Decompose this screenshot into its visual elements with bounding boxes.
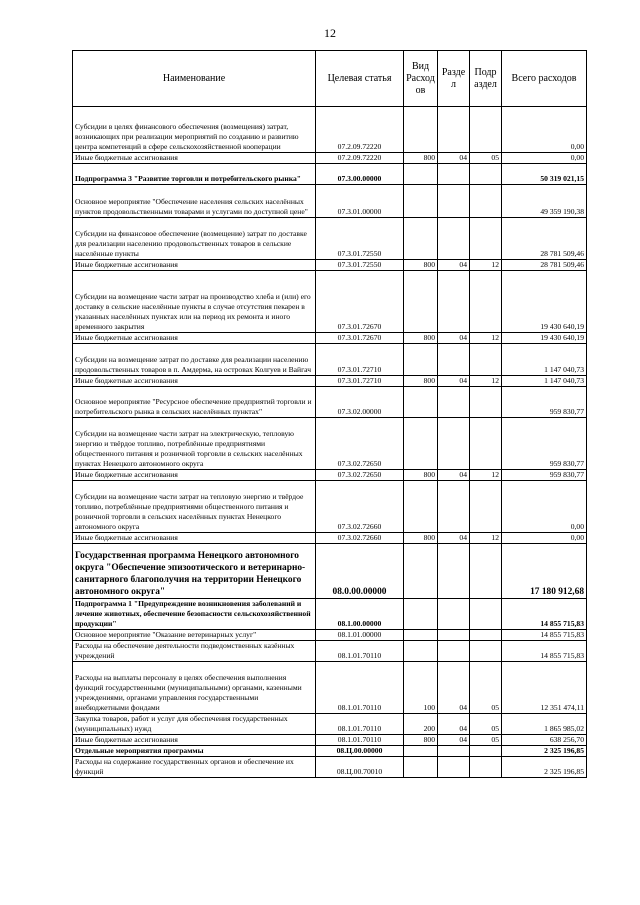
row-total-cell: 638 256,70	[502, 735, 587, 746]
row-kind-cell: 100	[404, 662, 438, 714]
row-section-cell: 04	[438, 735, 470, 746]
header-subsection: Подр аздел	[470, 51, 502, 107]
row-kind-cell: 800	[404, 260, 438, 271]
row-subsection-cell	[470, 599, 502, 630]
row-subsection-cell: 12	[470, 533, 502, 544]
row-subsection-cell: 05	[470, 662, 502, 714]
row-section-cell	[438, 387, 470, 418]
row-section-cell: 04	[438, 376, 470, 387]
table-row	[73, 107, 587, 153]
row-total-cell: 959 830,77	[502, 387, 587, 418]
table-row	[73, 641, 587, 662]
table-row	[73, 735, 587, 746]
row-section-cell	[438, 630, 470, 641]
row-subsection-cell	[470, 107, 502, 153]
row-target-cell: 08.1.00.00000	[316, 599, 404, 630]
row-kind-cell: 800	[404, 153, 438, 164]
row-total-cell: 2 325 196,85	[502, 746, 587, 757]
row-name-cell: Иные бюджетные ассигнования	[73, 333, 316, 344]
table-row	[73, 418, 587, 470]
row-total-cell: 50 319 021,15	[502, 164, 587, 185]
header-name: Наименование	[73, 51, 316, 107]
row-target-cell: 08.Ц.00.00000	[316, 746, 404, 757]
row-target-cell: 08.1.01.70110	[316, 735, 404, 746]
row-name-cell: Подпрограмма 3 "Развитие торговли и потребительского рынка"	[73, 164, 316, 185]
row-kind-cell: 800	[404, 376, 438, 387]
row-target-cell: 07.3.01.72670	[316, 271, 404, 333]
table-row	[73, 376, 587, 387]
row-section-cell	[438, 164, 470, 185]
table-row	[73, 544, 587, 599]
row-name-cell: Закупка товаров, работ и услуг для обеспечения государственных (муниципальных) нужд	[73, 714, 316, 735]
row-subsection-cell: 05	[470, 714, 502, 735]
header-section: Разде л	[438, 51, 470, 107]
table-row	[73, 218, 587, 260]
header-total: Всего расходов	[502, 51, 587, 107]
row-name-cell: Субсидии на возмещение затрат по доставке для реализации населению продовольственных товаров в п. Амдерма, на островах Колгуев и Вайгач	[73, 344, 316, 376]
row-target-cell: 07.3.02.72650	[316, 470, 404, 481]
row-subsection-cell	[470, 746, 502, 757]
table-row	[73, 630, 587, 641]
row-kind-cell	[404, 387, 438, 418]
row-subsection-cell	[470, 757, 502, 778]
row-target-cell: 07.2.09.72220	[316, 153, 404, 164]
table-row	[73, 333, 587, 344]
row-section-cell: 04	[438, 333, 470, 344]
row-total-cell: 19 430 640,19	[502, 271, 587, 333]
row-kind-cell	[404, 599, 438, 630]
row-subsection-cell	[470, 481, 502, 533]
table-row	[73, 662, 587, 714]
row-subsection-cell: 05	[470, 153, 502, 164]
table-row	[73, 344, 587, 376]
row-name-cell: Расходы на содержание государственных органов и обеспечение их функций	[73, 757, 316, 778]
row-subsection-cell: 12	[470, 333, 502, 344]
row-total-cell: 959 830,77	[502, 470, 587, 481]
row-name-cell: Основное мероприятие "Обеспечение населения сельских населённых пунктов продовольственными товарами и услугами по доступной цене"	[73, 185, 316, 218]
row-kind-cell	[404, 418, 438, 470]
row-total-cell: 959 830,77	[502, 418, 587, 470]
row-target-cell: 08.1.01.70110	[316, 662, 404, 714]
row-kind-cell: 800	[404, 735, 438, 746]
row-name-cell: Расходы на выплаты персоналу в целях обеспечения выполнения функций государственными (муниципальными) органами, казенными учреждениями, органами управления государственными внебюджетными фондами	[73, 662, 316, 714]
row-name-cell: Иные бюджетные ассигнования	[73, 376, 316, 387]
header-target: Целевая статья	[316, 51, 404, 107]
row-name-cell: Иные бюджетные ассигнования	[73, 470, 316, 481]
row-kind-cell	[404, 641, 438, 662]
row-subsection-cell: 12	[470, 470, 502, 481]
row-total-cell: 2 325 196,85	[502, 757, 587, 778]
row-total-cell: 19 430 640,19	[502, 333, 587, 344]
row-name-cell: Отдельные мероприятия программы	[73, 746, 316, 757]
row-target-cell: 07.3.01.72710	[316, 376, 404, 387]
row-kind-cell: 200	[404, 714, 438, 735]
row-target-cell: 07.3.01.00000	[316, 185, 404, 218]
row-name-cell: Государственная программа Ненецкого автономного округа "Обеспечение эпизоотического и ветеринарно-санитарного благополучия на территории Ненецкого автономного округа"	[73, 544, 316, 599]
row-section-cell	[438, 418, 470, 470]
row-subsection-cell	[470, 387, 502, 418]
row-kind-cell	[404, 630, 438, 641]
row-subsection-cell	[470, 418, 502, 470]
row-section-cell: 04	[438, 153, 470, 164]
row-name-cell: Субсидии на возмещение части затрат на тепловую энергию и твёрдое топливо, потреблённые предприятиями общественного питания и розничной торговли в сельских населённых пунктах Ненецкого автономного округа	[73, 481, 316, 533]
row-section-cell	[438, 746, 470, 757]
row-kind-cell: 800	[404, 333, 438, 344]
row-subsection-cell	[470, 218, 502, 260]
page-number: 12	[324, 26, 336, 40]
row-target-cell: 08.0.00.00000	[316, 544, 404, 599]
table-row	[73, 533, 587, 544]
header-kind: Вид Расход ов	[404, 51, 438, 107]
row-target-cell: 07.3.02.72660	[316, 481, 404, 533]
row-section-cell: 04	[438, 533, 470, 544]
row-subsection-cell	[470, 271, 502, 333]
row-target-cell: 07.3.01.72710	[316, 344, 404, 376]
row-target-cell: 07.3.01.72550	[316, 260, 404, 271]
table-row	[73, 260, 587, 271]
row-subsection-cell	[470, 344, 502, 376]
row-kind-cell	[404, 544, 438, 599]
row-section-cell: 04	[438, 662, 470, 714]
row-section-cell	[438, 218, 470, 260]
row-name-cell: Иные бюджетные ассигнования	[73, 533, 316, 544]
row-section-cell	[438, 641, 470, 662]
row-name-cell: Иные бюджетные ассигнования	[73, 260, 316, 271]
row-name-cell: Подпрограмма 1 "Предупреждение возникновения заболеваний и лечение животных, обеспечение безопасности сельскохозяйственной продукции"	[73, 599, 316, 630]
row-total-cell: 14 855 715,83	[502, 641, 587, 662]
table-row	[73, 185, 587, 218]
row-subsection-cell	[470, 544, 502, 599]
table-row	[73, 470, 587, 481]
row-target-cell: 08.Ц.00.70010	[316, 757, 404, 778]
row-section-cell	[438, 544, 470, 599]
row-subsection-cell: 05	[470, 735, 502, 746]
row-kind-cell	[404, 271, 438, 333]
row-kind-cell	[404, 481, 438, 533]
row-name-cell: Основное мероприятие "Ресурсное обеспечение предприятий торговли и потребительского рынка в сельских населённых пунктах"	[73, 387, 316, 418]
budget-table	[72, 50, 587, 778]
row-target-cell: 07.3.00.00000	[316, 164, 404, 185]
row-subsection-cell	[470, 185, 502, 218]
row-target-cell: 07.3.01.72670	[316, 333, 404, 344]
table-row	[73, 271, 587, 333]
row-kind-cell	[404, 185, 438, 218]
row-section-cell	[438, 271, 470, 333]
row-kind-cell	[404, 344, 438, 376]
row-total-cell: 49 359 190,38	[502, 185, 587, 218]
row-name-cell: Субсидии на возмещение части затрат на электрическую, тепловую энергию и твёрдое топливо, потреблённые предприятиями общественного питания и розничной торговли в сельских населённых пунктах Ненецкого автономного округа	[73, 418, 316, 470]
row-target-cell: 07.3.02.00000	[316, 387, 404, 418]
row-total-cell: 0,00	[502, 153, 587, 164]
row-kind-cell	[404, 746, 438, 757]
table-row	[73, 481, 587, 533]
row-kind-cell	[404, 107, 438, 153]
row-section-cell: 04	[438, 260, 470, 271]
row-name-cell: Иные бюджетные ассигнования	[73, 735, 316, 746]
row-name-cell: Иные бюджетные ассигнования	[73, 153, 316, 164]
row-target-cell: 08.1.01.00000	[316, 630, 404, 641]
row-total-cell: 1 147 040,73	[502, 344, 587, 376]
row-kind-cell: 800	[404, 533, 438, 544]
row-total-cell: 17 180 912,68	[502, 544, 587, 599]
row-kind-cell: 800	[404, 470, 438, 481]
row-total-cell: 1 865 985,02	[502, 714, 587, 735]
row-total-cell: 0,00	[502, 481, 587, 533]
table-header-row	[73, 51, 587, 107]
row-total-cell: 1 147 040,73	[502, 376, 587, 387]
row-section-cell	[438, 757, 470, 778]
table-row	[73, 746, 587, 757]
row-name-cell: Субсидии на финансовое обеспечение (возмещение) затрат по доставке для реализации населению продовольственных товаров в сельские населённые пункты	[73, 218, 316, 260]
row-section-cell	[438, 107, 470, 153]
row-name-cell: Основное мероприятие "Оказание ветеринарных услуг"	[73, 630, 316, 641]
row-target-cell: 07.3.02.72650	[316, 418, 404, 470]
row-kind-cell	[404, 757, 438, 778]
row-kind-cell	[404, 218, 438, 260]
table-row	[73, 387, 587, 418]
row-kind-cell	[404, 164, 438, 185]
row-subsection-cell	[470, 641, 502, 662]
row-total-cell: 28 781 509,46	[502, 218, 587, 260]
row-subsection-cell: 12	[470, 260, 502, 271]
row-name-cell: Субсидии на возмещение части затрат на производство хлеба и (или) его доставку в сельские населённые пункты в случае отсутствия пекарен в указанных населённых пунктах или на период их ремонта и иного временного закрытия	[73, 271, 316, 333]
row-name-cell: Расходы на обеспечение деятельности подведомственных казённых учреждений	[73, 641, 316, 662]
table-row	[73, 714, 587, 735]
table-row	[73, 164, 587, 185]
row-section-cell	[438, 185, 470, 218]
table-row	[73, 757, 587, 778]
row-target-cell: 08.1.01.70110	[316, 641, 404, 662]
row-total-cell: 14 855 715,83	[502, 630, 587, 641]
table-row	[73, 153, 587, 164]
row-target-cell: 07.2.09.72220	[316, 107, 404, 153]
row-total-cell: 12 351 474,11	[502, 662, 587, 714]
row-section-cell	[438, 599, 470, 630]
row-section-cell: 04	[438, 470, 470, 481]
row-subsection-cell	[470, 164, 502, 185]
row-section-cell: 04	[438, 714, 470, 735]
row-subsection-cell: 12	[470, 376, 502, 387]
row-total-cell: 28 781 509,46	[502, 260, 587, 271]
row-subsection-cell	[470, 630, 502, 641]
table-row	[73, 599, 587, 630]
row-section-cell	[438, 481, 470, 533]
row-target-cell: 08.1.01.70110	[316, 714, 404, 735]
row-name-cell: Субсидии в целях финансового обеспечения (возмещения) затрат, возникающих при реализации мероприятий по созданию и развитию центра компетенций в сфере сельскохозяйственной кооперации	[73, 107, 316, 153]
row-target-cell: 07.3.02.72660	[316, 533, 404, 544]
row-section-cell	[438, 344, 470, 376]
row-total-cell: 0,00	[502, 533, 587, 544]
row-total-cell: 0,00	[502, 107, 587, 153]
row-total-cell: 14 855 715,83	[502, 599, 587, 630]
row-target-cell: 07.3.01.72550	[316, 218, 404, 260]
